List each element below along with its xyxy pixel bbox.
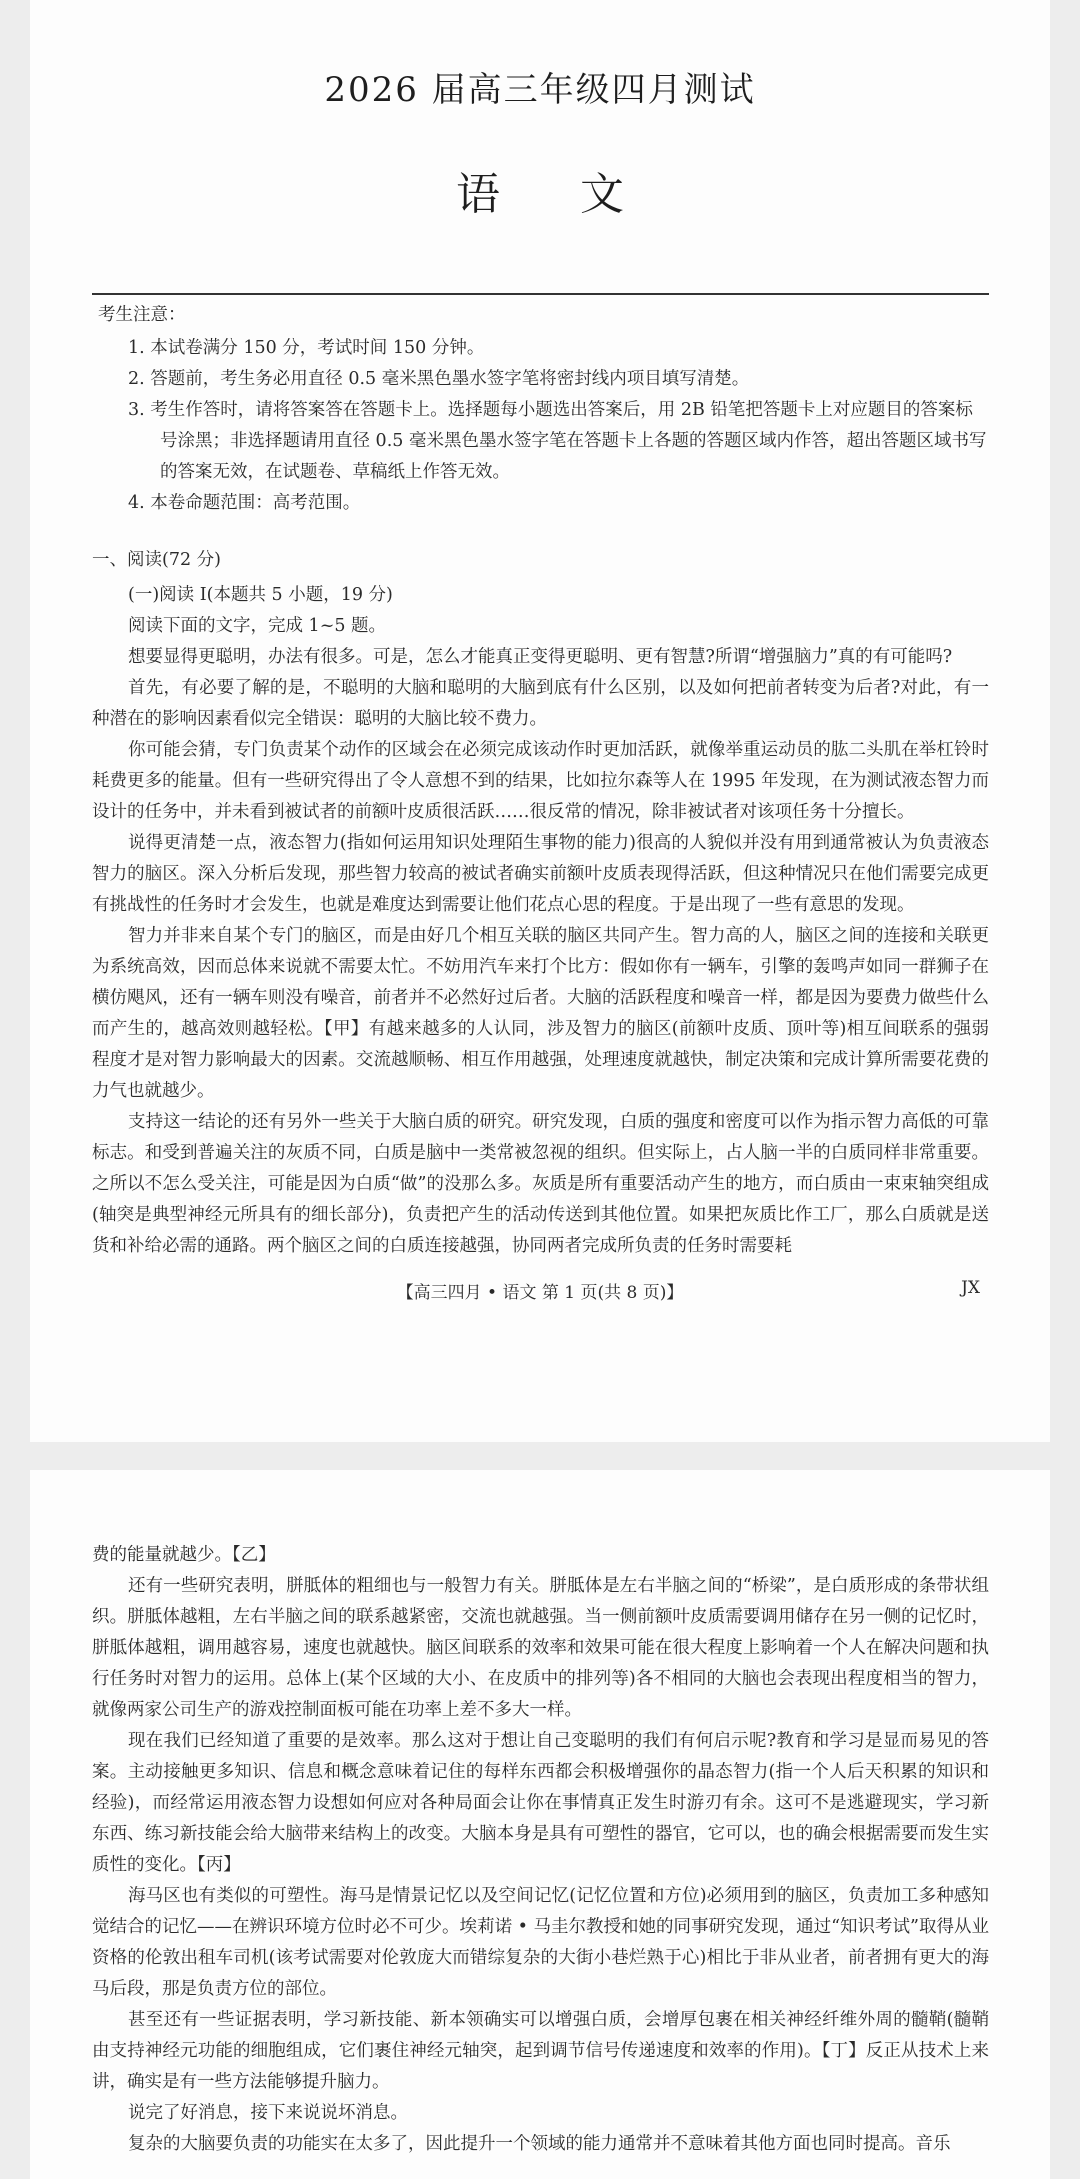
notice-item: 1. 本试卷满分 150 分，考试时间 150 分钟。 bbox=[128, 338, 485, 358]
passage-paragraph: 首先，有必要了解的是，不聪明的大脑和聪明的大脑到底有什么区别，以及如何把前者转变为后者?对此，有一种潜在的影响因素看似完全错误：聪明的大脑比较不费力。 bbox=[92, 678, 989, 729]
passage-paragraph: 智力并非来自某个专门的脑区，而是由好几个相互关联的脑区共同产生。智力高的人，脑区之间的连接和关联更为系统高效，因而总体来说就不需要太忙。不妨用汽车来打个比方：假如你有一辆车，引擎的轰鸣声如同一群狮子在横仿飓风，还有一辆车则没有噪音，前者并不必然好过后者。大脑的活跃程度和噪音一样，都是因为要费力做些什么而产生的，越高效则越轻松。【甲】有越来越多的人认同，涉及智力的脑区(前额叶皮质、顶叶等)相互间联系的强弱程度才是对智力影响最大的因素。交流越顺畅、相互作用越强，处理速度就越快，制定决策和完成计算所需要花费的力气也就越少。 bbox=[92, 926, 989, 1101]
notice-item: 4. 本卷命题范围：高考范围。 bbox=[128, 493, 361, 513]
exam-title: 2026 届高三年级四月测试 bbox=[324, 70, 756, 110]
subsection-title: (一)阅读 Ⅰ(本题共 5 小题，19 分) bbox=[128, 585, 393, 605]
exam-page-2 bbox=[30, 1470, 1050, 2179]
subject-title: 语文 bbox=[456, 169, 704, 220]
passage-paragraph: 甚至还有一些证据表明，学习新技能、新本领确实可以增强白质，会增厚包裹在相关神经纤维外周的髓鞘(髓鞘由支持神经元功能的细胞组成，它们裹住神经元轴突，起到调节信号传递速度和效率的作用)。【丁】反正从技术上来讲，确实是有一些方法能够提升脑力。 bbox=[92, 2010, 989, 2092]
page-footer bbox=[30, 1278, 1050, 1303]
passage-paragraph: 海马区也有类似的可塑性。海马是情景记忆以及空间记忆(记忆位置和方位)必须用到的脑区，负责加工多种感知觉结合的记忆——在辨识环境方位时必不可少。埃莉诺 • 马圭尔教授和她的同事研究发现，通过“知识考试”取得从业资格的伦敦出租车司机(该考试需要对伦敦庞大而错综复杂的大街小巷烂熟于心)相比于非从业者，前者拥有更大的海马后段，那是负责方位的部位。 bbox=[92, 1886, 989, 1999]
reading-section bbox=[92, 545, 989, 1262]
paper-code: JX bbox=[961, 1278, 980, 1298]
header-divider bbox=[92, 293, 989, 295]
reading-continuation bbox=[92, 1540, 989, 2160]
passage-paragraph: 还有一些研究表明，胼胝体的粗细也与一般智力有关。胼胝体是左右半脑之间的“桥梁”，是白质形成的条带状组织。胼胝体越粗，左右半脑之间的联系越紧密，交流也就越强。当一侧前额叶皮质需要调用储存在另一侧的记忆时，胼胝体越粗，调用越容易，速度也就越快。脑区间联系的效率和效果可能在很大程度上影响着一个人在解决问题和执行任务时对智力的运用。总体上(某个区域的大小、在皮质中的排列等)各不相同的大脑也会表现出程度相当的智力，就像两家公司生产的游戏控制面板可能在功率上差不多大一样。 bbox=[92, 1576, 989, 1720]
section-title: 一、阅读(72 分) bbox=[92, 550, 221, 570]
passage-paragraph: 支持这一结论的还有另外一些关于大脑白质的研究。研究发现，白质的强度和密度可以作为指示智力高低的可靠标志。和受到普遍关注的灰质不同，白质是脑中一类常被忽视的组织。但实际上，占人脑一半的白质同样非常重要。之所以不怎么受关注，可能是因为白质“做”的没那么多。灰质是所有重要活动产生的地方，而白质由一束束轴突组成(轴突是典型神经元所具有的细长部分)，负责把产生的活动传送到其他位置。如果把灰质比作工厂，那么白质就是送货和补给必需的通路。两个脑区之间的白质连接越强，协同两者完成所负责的任务时需要耗 bbox=[92, 1112, 989, 1256]
passage-paragraph: 说完了好消息，接下来说说坏消息。 bbox=[128, 2103, 408, 2123]
passage-paragraph: 想要显得更聪明，办法有很多。可是，怎么才能真正变得更聪明、更有智慧?所谓“增强脑力”真的有可能吗? bbox=[128, 647, 953, 667]
passage-paragraph: 费的能量就越少。【乙】 bbox=[92, 1545, 276, 1565]
passage-paragraph: 你可能会猜，专门负责某个动作的区域会在必须完成该动作时更加活跃，就像举重运动员的肱二头肌在举杠铃时耗费更多的能量。但有一些研究得出了令人意想不到的结果，比如拉尔森等人在 1995 年发现，在为测试液态智力而设计的任务中，并未看到被试者的前额叶皮质很活跃……很反常的情况，除非被试者对该项任务十分擅长。 bbox=[92, 740, 989, 822]
exam-page-1 bbox=[30, 0, 1050, 1442]
notice-label: 考生注意： bbox=[98, 305, 186, 325]
reading-instruction: 阅读下面的文字，完成 1~5 题。 bbox=[128, 616, 387, 636]
passage-paragraph: 现在我们已经知道了重要的是效率。那么这对于想让自己变聪明的我们有何启示呢?教育和学习是显而易见的答案。主动接触更多知识、信息和概念意味着记住的每样东西都会积极增强你的晶态智力(指一个人后天积累的知识和经验)，而经常运用液态智力设想如何应对各种局面会让你在事情真正发生时游刃有余。这可不是逃避现实，学习新东西、练习新技能会给大脑带来结构上的改变。大脑本身是具有可塑性的器官，它可以，也的确会根据需要而发生实质性的变化。【丙】 bbox=[92, 1731, 989, 1875]
candidate-notice bbox=[92, 300, 989, 519]
passage-paragraph: 说得更清楚一点，液态智力(指如何运用知识处理陌生事物的能力)很高的人貌似并没有用到通常被认为负责液态智力的脑区。深入分析后发现，那些智力较高的被试者确实前额叶皮质表现得活跃，但这种情况只在他们需要完成更有挑战性的任务时才会发生，也就是难度达到需要让他们花点心思的程度。于是出现了一些有意思的发现。 bbox=[92, 833, 989, 915]
passage-paragraph: 复杂的大脑要负责的功能实在太多了，因此提升一个领域的能力通常并不意味着其他方面也同时提高。音乐 bbox=[128, 2134, 951, 2154]
notice-item: 2. 答题前，考生务必用直径 0.5 毫米黑色墨水签字笔将密封线内项目填写清楚。 bbox=[128, 369, 750, 389]
notice-item: 3. 考生作答时，请将答案答在答题卡上。选择题每小题选出答案后，用 2B 铅笔把答题卡上对应题目的答案标号涂黑；非选择题请用直径 0.5 毫米黑色墨水签字笔在答题卡上各题的答题区域内作答，超出答题区域书写的答案无效，在试题卷、草稿纸上作答无效。 bbox=[128, 400, 987, 482]
notice-list bbox=[92, 333, 989, 519]
page-number-label: 【高三四月 • 语文 第 1 页(共 8 页)】 bbox=[396, 1283, 684, 1303]
